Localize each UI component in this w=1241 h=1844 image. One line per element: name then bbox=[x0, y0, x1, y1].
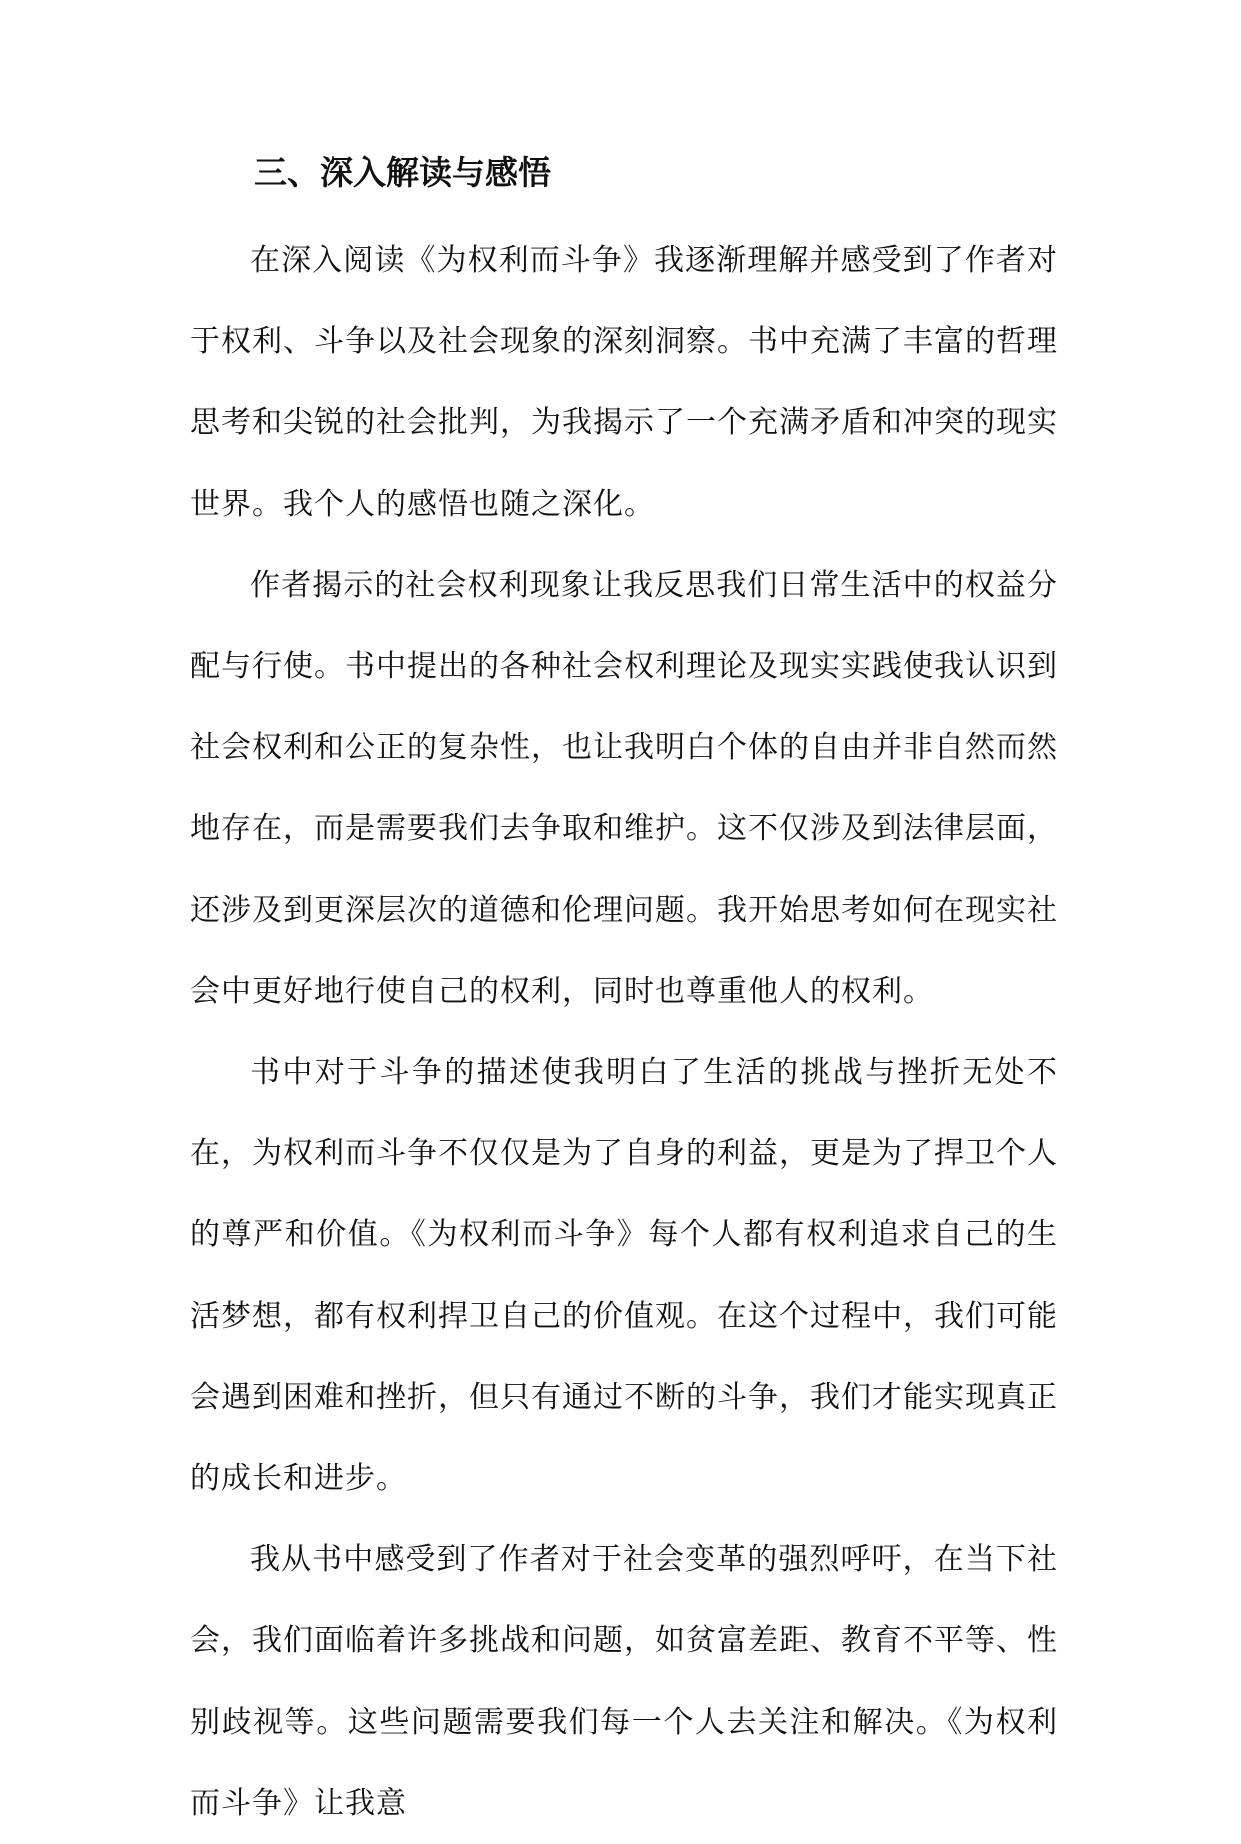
paragraph-2: 作者揭示的社会权利现象让我反思我们日常生活中的权益分配与行使。书中提出的各种社会权利理论及现实实践使我认识到社会权利和公正的复杂性，也让我明白个体的自由并非自然而然地存在，而是需要我们去争取和维护。这不仅涉及到法律层面，还涉及到更深层次的道德和伦理问题。我开始思考如何在现实社会中更好地行使自己的权利，同时也尊重他人的权利。 bbox=[190, 567, 1058, 1009]
paragraph-3: 书中对于斗争的描述使我明白了生活的挑战与挫折无处不在，为权利而斗争不仅仅是为了自身的利益，更是为了捍卫个人的尊严和价值。《为权利而斗争》每个人都有权利追求自己的生活梦想，都有权利捍卫自己的价值观。在这个过程中，我们可能会遇到困难和挫折，但只有通过不断的斗争，我们才能实现真正的成长和进步。 bbox=[190, 1055, 1058, 1497]
section-heading: 三、深入解读与感悟 bbox=[254, 153, 551, 192]
paragraph-4: 我从书中感受到了作者对于社会变革的强烈呼吁，在当下社会，我们面临着许多挑战和问题，如贫富差距、教育不平等、性别歧视等。这些问题需要我们每一个人去关注和解决。《为权利而斗争》让我意 bbox=[190, 1542, 1058, 1821]
paragraph-1: 在深入阅读《为权利而斗争》我逐渐理解并感受到了作者对于权利、斗争以及社会现象的深刻洞察。书中充满了丰富的哲理思考和尖锐的社会批判，为我揭示了一个充满矛盾和冲突的现实世界。我个人的感悟也随之深化。 bbox=[190, 243, 1058, 522]
section-body bbox=[190, 220, 1058, 1844]
